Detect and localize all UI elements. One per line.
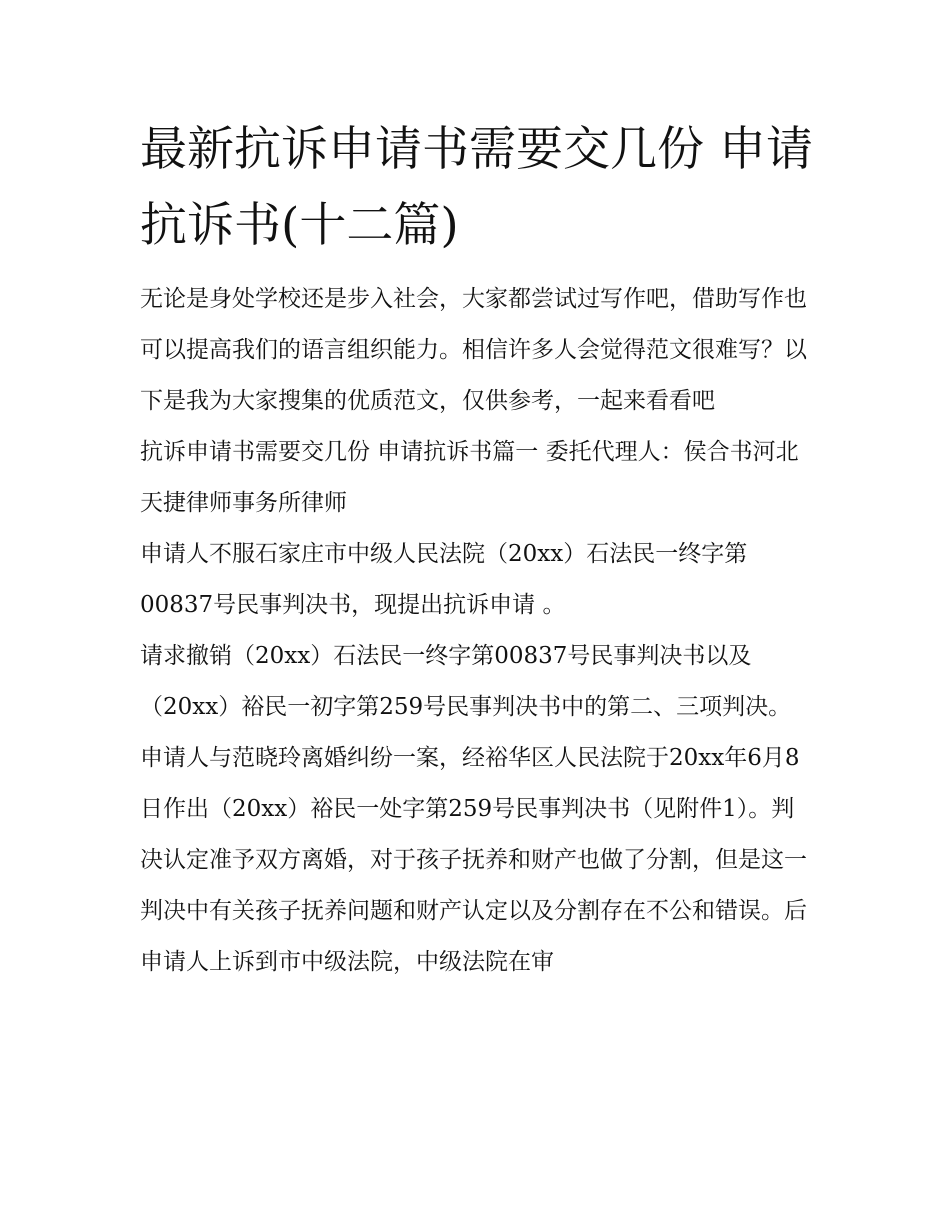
document-body [140, 274, 815, 988]
paragraph-agent: 抗诉申请书需要交几份 申请抗诉书篇一 委托代理人：侯合书河北天捷律师事务所律师 [140, 439, 799, 516]
paragraph-intro: 无论是身处学校还是步入社会，大家都尝试过写作吧，借助写作也可以提高我们的语言组织能力。相信许多人会觉得范文很难写？以下是我为大家搜集的优质范文，仅供参考，一起来看看吧 [140, 286, 807, 414]
paragraph-appeal-statement: 申请人不服石家庄市中级人民法院（20xx）石法民一终字第00837号民事判决书，现提出抗诉申请 。 [140, 541, 748, 618]
paragraph-request: 请求撤销（20xx）石法民一终字第00837号民事判决书以及（20xx）裕民一初字第259号民事判决书中的第二、三项判决。 [140, 643, 792, 720]
document-title: 最新抗诉申请书需要交几份 申请抗诉书(十二篇) [140, 122, 813, 253]
paragraph-facts: 申请人与范晓玲离婚纠纷一案，经裕华区人民法院于20xx年6月8日作出（20xx）裕民一处字第259号民事判决书（见附件1）。判决认定准予双方离婚，对于孩子抚养和财产也做了分割，但是这一判决中有关孩子抚养问题和财产认定以及分割存在不公和错误。后申请人上诉到市中级法院，中级法院在审 [140, 745, 807, 975]
